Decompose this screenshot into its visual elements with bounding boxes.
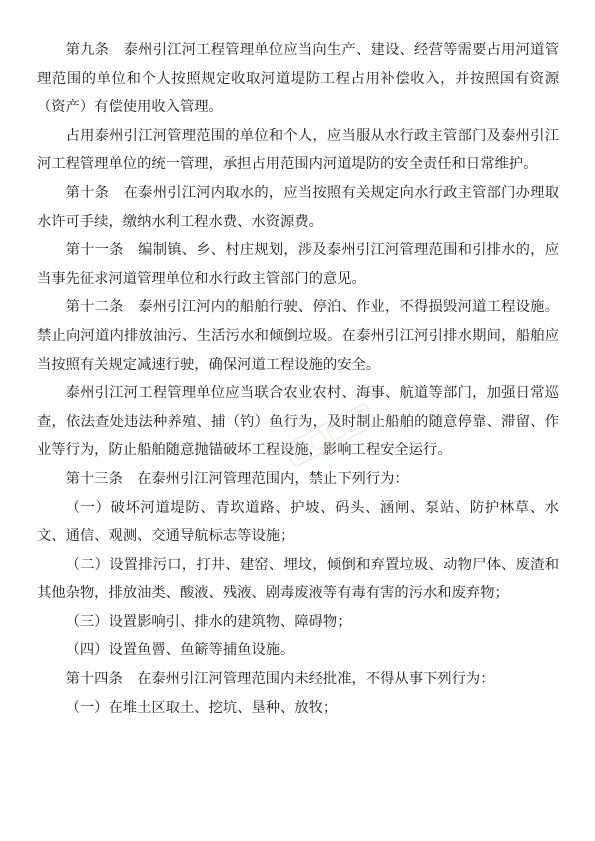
paragraph-article-12-continued: 泰州引江河工程管理单位应当联合农业农村、海事、航道等部门，加强日常巡查，依法查处违法种养殖、捕（钓）鱼行为，及时制止船舶的随意停靠、滞留、作业等行为，防止船舶随意抛锚破坏工程设施，影响工程安全运行。 (37, 385, 559, 459)
paragraph-article-9-continued: 占用泰州引江河管理范围的单位和个人，应当服从水行政主管部门及泰州引江河工程管理单位的统一管理，承担占用范围内河道堤防的安全责任和日常维护。 (37, 127, 559, 173)
paragraph-article-12: 第十二条 泰州引江河内的船舶行驶、停泊、作业，不得损毁河道工程设施。禁止向河道内排放油污、生活污水和倾倒垃圾。在泰州引江河引排水期间，船舶应当按照有关规定减速行驶，确保河道工程设施的安全。 (37, 299, 559, 373)
list-item-13-3: （三）设置影响引、排水的建筑物、障碍物； (65, 613, 352, 630)
paragraph-article-13: 第十三条 在泰州引江河管理范围内，禁止下列行为： (65, 470, 409, 487)
document-body (37, 36, 559, 722)
paragraph-article-9: 第九条 泰州引江河工程管理单位应当向生产、建设、经营等需要占用河道管理范围的单位和个人按照规定收取河道堤防工程占用补偿收入，并按照国有资源（资产）有偿使用收入管理。 (37, 42, 559, 116)
paragraph-article-10: 第十条 在泰州引江河内取水的，应当按照有关规定向水行政主管部门办理取水许可手续，缴纳水利工程水费、水资源费。 (37, 184, 559, 230)
list-item-13-4: （四）设置鱼罾、鱼簖等捕鱼设施。 (65, 642, 295, 659)
paragraph-article-11: 第十一条 编制镇、乡、村庄规划，涉及泰州引江河管理范围和引排水的，应当事先征求河道管理单位和水行政主管部门的意见。 (37, 242, 559, 287)
list-item-13-2: （二）设置排污口，打井、建窑、埋坟，倾倒和弃置垃圾、动物尸体、废渣和其他杂物，排放油类、酸液、残液、剧毒废液等有毒有害的污水和废弃物； (37, 556, 559, 602)
paragraph-article-14: 第十四条 在泰州引江河管理范围内未经批准，不得从事下列行为： (65, 671, 495, 688)
list-item-14-1: （一）在堆土区取土、挖坑、垦种、放牧； (65, 699, 338, 716)
list-item-13-1: （一）破坏河道堤防、青坎道路、护坡、码头、涵闸、泵站、防护林草、水文、通信、观测、交通导航标志等设施； (37, 499, 559, 545)
